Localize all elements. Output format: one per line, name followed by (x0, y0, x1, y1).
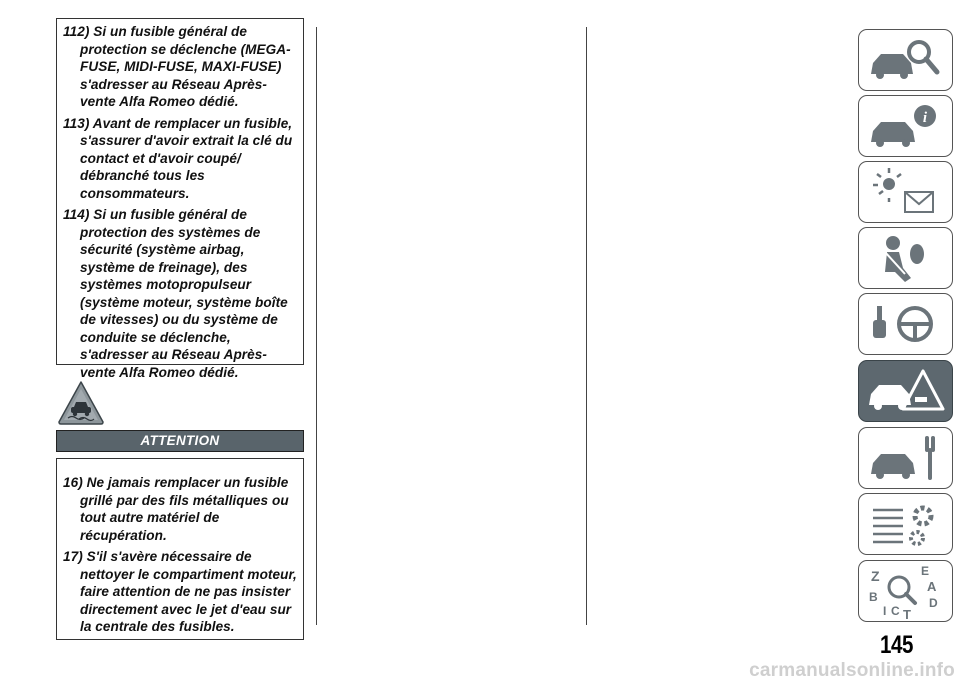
tab-lights-message[interactable] (858, 161, 953, 223)
car-wrench-icon (859, 428, 954, 490)
svg-text:B: B (869, 590, 878, 604)
car-skid-warning-icon (57, 380, 105, 425)
svg-text:D: D (929, 596, 938, 610)
attention-note-16: 16) Ne jamais remplacer un fusible grillé par des fils métalliques ou tout autre matériel de récupération. (63, 475, 289, 543)
svg-text:E: E (921, 564, 930, 578)
svg-text:A: A (927, 579, 937, 594)
column-divider-left (316, 27, 317, 625)
warning-notes-box (56, 18, 304, 380)
watermark: carmanualsonline.info (749, 660, 955, 681)
key-steering-wheel-icon (859, 294, 954, 356)
svg-text:C: C (891, 604, 900, 618)
attention-note-17: 17) S'il s'avère nécessaire de nettoyer le compartiment moteur, faire attention de ne pas insister directement avec le jet d'eau sur la centrale des fusibles. (63, 549, 297, 634)
car-warning-triangle-icon (859, 361, 954, 423)
warning-note-113: 113) Avant de remplacer un fusible, s'assurer d'avoir extrait la clé du contact et d'avoir coupé/ débranché tous les consommateurs. (63, 115, 293, 201)
seat-airbag-icon (859, 228, 954, 290)
lights-message-icon (859, 162, 954, 224)
car-info-icon (859, 96, 954, 158)
tab-car-info[interactable] (858, 95, 953, 157)
tab-seat-airbag[interactable] (858, 227, 953, 289)
attention-notes-box (56, 458, 304, 640)
svg-text:T: T (903, 607, 911, 622)
tab-car-magnifier[interactable] (858, 29, 953, 91)
tab-car-wrench[interactable] (858, 427, 953, 489)
attention-heading: ATTENTION (56, 430, 304, 452)
warning-note-114: 114) Si un fusible général de protection des systèmes de sécurité (système airbag, système de freinage), des systèmes motopropulseur (système moteur, système boîte de vitesses) ou du système de conduite se déclenche, s'adresser au Réseau Après-vente Alfa Romeo dédié. (63, 207, 288, 380)
svg-text:i: i (922, 110, 928, 126)
index-letters-icon (859, 561, 954, 623)
page-number: 145 (880, 631, 913, 659)
warning-note-112: 112) Si un fusible général de protection se déclenche (MEGA-FUSE, MIDI-FUSE, MAXI-FUSE) s'adresser au Réseau Après-vente Alfa Romeo dédié. (63, 24, 291, 109)
car-magnifier-icon (859, 30, 954, 92)
column-divider-right (586, 27, 587, 625)
tab-index-letters[interactable] (858, 560, 953, 622)
svg-text:I: I (883, 604, 887, 618)
tab-specs-gear[interactable] (858, 493, 953, 555)
svg-text:Z: Z (871, 568, 880, 584)
specs-gear-icon (859, 494, 954, 556)
tab-key-steering-wheel[interactable] (858, 293, 953, 355)
tab-car-warning-triangle[interactable] (858, 360, 953, 422)
